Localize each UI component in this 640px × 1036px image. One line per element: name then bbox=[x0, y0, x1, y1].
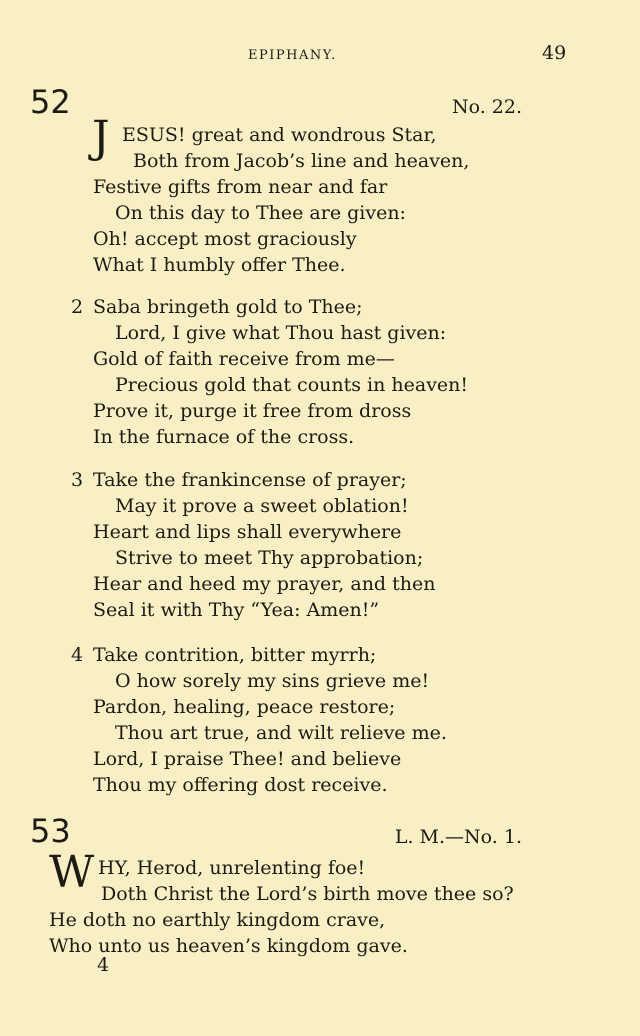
verse-number: 3 bbox=[71, 469, 84, 491]
verse-line: Gold of faith receive from me— bbox=[93, 348, 395, 370]
verse-line: Both from Jacob’s line and heaven, bbox=[133, 150, 470, 172]
hymn-52-verse-3 bbox=[71, 467, 436, 623]
verse-line: Lord, I give what Thou hast given: bbox=[115, 322, 447, 344]
verse-line: Hear and heed my prayer, and then bbox=[93, 573, 436, 595]
verse-line: He doth no earthly kingdom crave, bbox=[49, 909, 386, 931]
hymn-52-verse-2 bbox=[71, 294, 469, 450]
verse-line: Precious gold that counts in heaven! bbox=[115, 374, 469, 396]
verse-line: Who unto us heaven’s kingdom gave. bbox=[49, 935, 408, 957]
verse-line: In the furnace of the cross. bbox=[93, 426, 355, 448]
verse-line: On this day to Thee are given: bbox=[115, 202, 406, 224]
signature-mark: 4 bbox=[97, 954, 110, 976]
verse-line: Seal it with Thy “Yea: Amen!” bbox=[93, 599, 380, 621]
verse-line: Strive to meet Thy approbation; bbox=[115, 547, 424, 569]
verse-line: Saba bringeth gold to Thee; bbox=[93, 296, 363, 318]
hymn-52-tune: No. 22. bbox=[451, 96, 522, 118]
verse-line: Doth Christ the Lord’s birth move thee so? bbox=[101, 883, 514, 905]
hymn-53-tune: L. M.—No. 1. bbox=[394, 826, 522, 848]
verse-line: Oh! accept most graciously bbox=[93, 228, 357, 250]
hymn-52-verse-4 bbox=[71, 642, 447, 798]
hymn-52-verse-1 bbox=[93, 148, 469, 278]
verse-line: Take the frankincense of prayer; bbox=[93, 469, 407, 491]
hymn-53-number: 53 bbox=[30, 812, 71, 850]
hymn-52-first-line: ESUS! great and wondrous Star, bbox=[122, 124, 437, 146]
verse-number: 4 bbox=[71, 644, 84, 666]
verse-line: Thou art true, and wilt relieve me. bbox=[115, 722, 447, 744]
verse-line: Take contrition, bitter myrrh; bbox=[93, 644, 377, 666]
verse-line: Thou my offering dost receive. bbox=[93, 774, 388, 796]
verse-line: Heart and lips shall everywhere bbox=[93, 521, 402, 543]
hymn-52-dropcap: J bbox=[92, 112, 110, 163]
verse-line: Lord, I praise Thee! and believe bbox=[93, 748, 402, 770]
verse-line: Prove it, purge it free from dross bbox=[93, 400, 412, 422]
verse-line: May it prove a sweet oblation! bbox=[115, 495, 409, 517]
hymn-53-first-line: HY, Herod, unrelenting foe! bbox=[98, 857, 366, 879]
hymn-52-number: 52 bbox=[30, 83, 71, 121]
hymn-53-verse bbox=[49, 881, 514, 959]
verse-line: O how sorely my sins grieve me! bbox=[115, 670, 430, 692]
running-title: EPIPHANY. bbox=[248, 48, 337, 63]
hymn-53-dropcap: W bbox=[49, 847, 95, 898]
verse-line: Pardon, healing, peace restore; bbox=[93, 696, 396, 718]
verse-line: What I humbly offer Thee. bbox=[93, 254, 346, 276]
verse-line: Festive gifts from near and far bbox=[93, 176, 388, 198]
verse-number: 2 bbox=[71, 296, 84, 318]
page-number: 49 bbox=[542, 42, 567, 64]
